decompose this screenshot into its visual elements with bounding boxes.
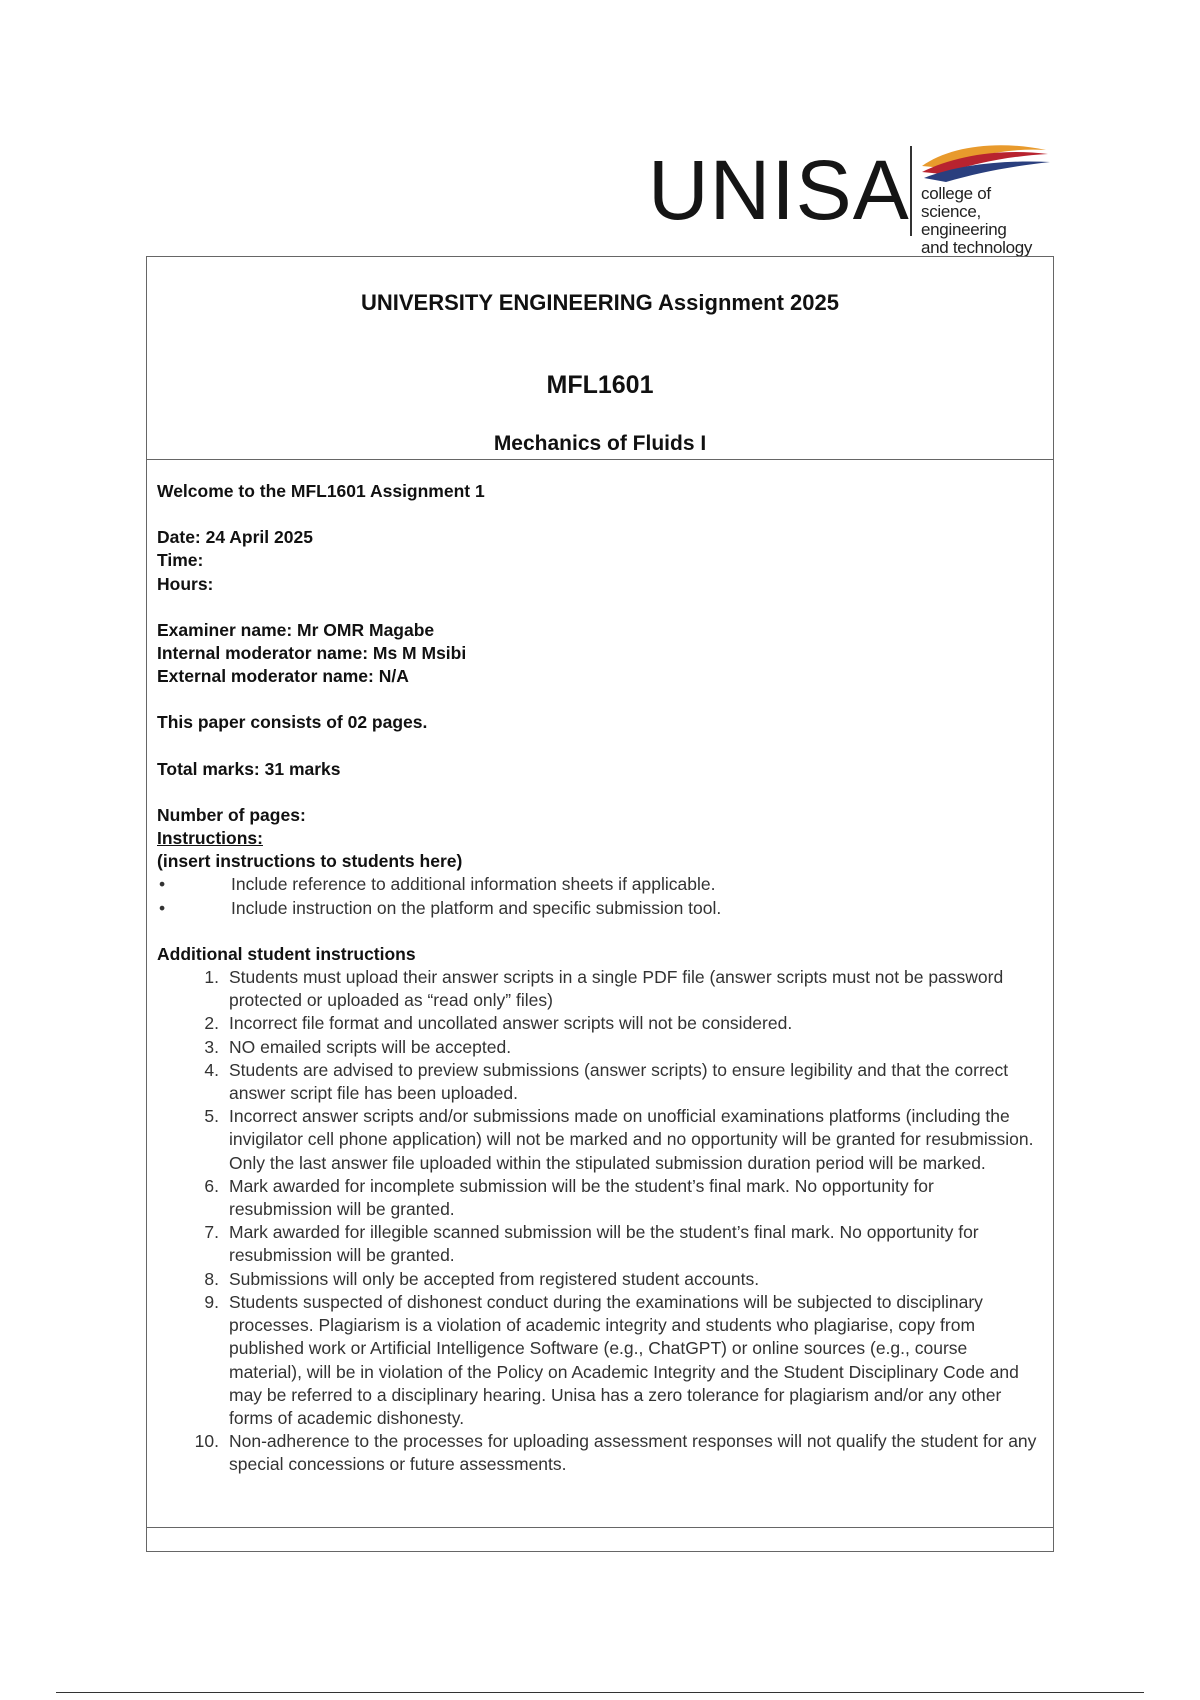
- logo-college-text: [921, 185, 1060, 257]
- content-section: [157, 480, 1037, 1477]
- document-title: UNIVERSITY ENGINEERING Assignment 2025: [360, 290, 840, 315]
- header-section: [147, 257, 1053, 460]
- list-text: Incorrect answer scripts and/or submissions made on unofficial examinations platforms (including the invigilator cell phone application) will not be marked and no opportunity will be granted for resubmission. Only the last answer file uploaded within the stipulated submission duration period will be marked.: [229, 1106, 1034, 1173]
- number-of-pages-text: Number of pages:: [157, 804, 306, 825]
- bullet-item: [157, 873, 1037, 896]
- list-text: NO emailed scripts will be accepted.: [229, 1036, 512, 1057]
- additional-instructions-list: [157, 966, 1037, 1476]
- module-name: Mechanics of Fluids I: [493, 432, 707, 455]
- date-text: Date: 24 April 2025: [157, 527, 313, 548]
- instructions-placeholder: (insert instructions to students here): [157, 851, 463, 872]
- logo-college-line: and technology: [921, 238, 1033, 257]
- welcome-text: Welcome to the MFL1601 Assignment 1: [157, 481, 485, 501]
- bullet-marker: •: [159, 874, 166, 895]
- list-number: 9.: [204, 1291, 219, 1312]
- list-item: [157, 1175, 1037, 1221]
- list-text: Students suspected of dishonest conduct during the examinations will be subjected to disciplinary processes. Plagiarism is a violation of academic integrity and students who plagiarise, copy from published work or Artificial Intelligence Software (e.g., ChatGPT) or online sources (e.g., course material), will be in violation of the Policy on Academic Integrity and the Student Disciplinary Code and may be referred to a disciplinary hearing. Unisa has a zero tolerance for plagiarism and/or any other forms of academic dishonesty.: [229, 1291, 1019, 1428]
- list-item: [157, 1036, 1037, 1059]
- list-item: [157, 1221, 1037, 1267]
- list-number: 1.: [204, 967, 219, 988]
- bullet-item: [157, 897, 1037, 920]
- bullet-text: Include instruction on the platform and specific submission tool.: [231, 897, 722, 918]
- time-text: Time:: [157, 550, 204, 571]
- hours-text: Hours:: [157, 573, 214, 594]
- logo-college-line: science, engineering: [921, 202, 1007, 239]
- list-number: 8.: [204, 1268, 219, 1289]
- list-item: [157, 1291, 1037, 1430]
- list-number: 10.: [194, 1431, 219, 1452]
- list-number: 4.: [204, 1059, 219, 1080]
- logo-divider: [910, 146, 912, 236]
- bullet-text: Include reference to additional information sheets if applicable.: [231, 874, 716, 895]
- logo-college-line: college of: [921, 184, 991, 203]
- list-text: Mark awarded for illegible scanned submission will be the student’s final mark. No opportunity for resubmission will be granted.: [229, 1222, 979, 1266]
- list-number: 6.: [204, 1175, 219, 1196]
- total-marks-text: Total marks: 31 marks: [157, 758, 341, 779]
- footer-rule: [56, 1692, 1144, 1693]
- list-item: [157, 1012, 1037, 1035]
- list-number: 2.: [204, 1013, 219, 1034]
- external-moderator-text: External moderator name: N/A: [157, 666, 409, 687]
- examiner-text: Examiner name: Mr OMR Magabe: [157, 619, 435, 640]
- list-item: [157, 966, 1037, 1012]
- instructions-heading: Instructions:: [157, 828, 263, 849]
- logo-swoosh-icon: [920, 142, 1052, 184]
- bottom-divider: [147, 1527, 1053, 1528]
- list-item: [157, 1268, 1037, 1291]
- document-frame: [146, 256, 1054, 1552]
- list-number: 7.: [204, 1222, 219, 1243]
- list-text: Submissions will only be accepted from registered student accounts.: [229, 1268, 760, 1289]
- list-text: Students are advised to preview submissions (answer scripts) to ensure legibility and that the correct answer script file has been uploaded.: [229, 1059, 1009, 1104]
- list-item: [157, 1430, 1037, 1476]
- paper-pages-text: This paper consists of 02 pages.: [157, 712, 428, 733]
- list-number: 3.: [204, 1036, 219, 1057]
- additional-instructions-heading: Additional student instructions: [157, 943, 416, 964]
- list-text: Incorrect file format and uncollated answer scripts will not be considered.: [229, 1013, 793, 1034]
- list-text: Mark awarded for incomplete submission will be the student’s final mark. No opportunity for resubmission will be granted.: [229, 1175, 934, 1220]
- list-text: Students must upload their answer scripts in a single PDF file (answer scripts must not be password protected or uploaded as “read only” files): [229, 967, 1004, 1011]
- module-code: MFL1601: [546, 371, 654, 399]
- bullet-marker: •: [159, 897, 166, 918]
- list-item: [157, 1105, 1037, 1175]
- list-text: Non-adherence to the processes for uploading assessment responses will not qualify the student for any special concessions or future assessments.: [229, 1431, 1037, 1475]
- logo-wordmark: UNISA: [648, 143, 910, 237]
- unisa-logo: [648, 142, 1060, 257]
- list-item: [157, 1059, 1037, 1105]
- list-number: 5.: [204, 1106, 219, 1127]
- internal-moderator-text: Internal moderator name: Ms M Msibi: [157, 643, 467, 664]
